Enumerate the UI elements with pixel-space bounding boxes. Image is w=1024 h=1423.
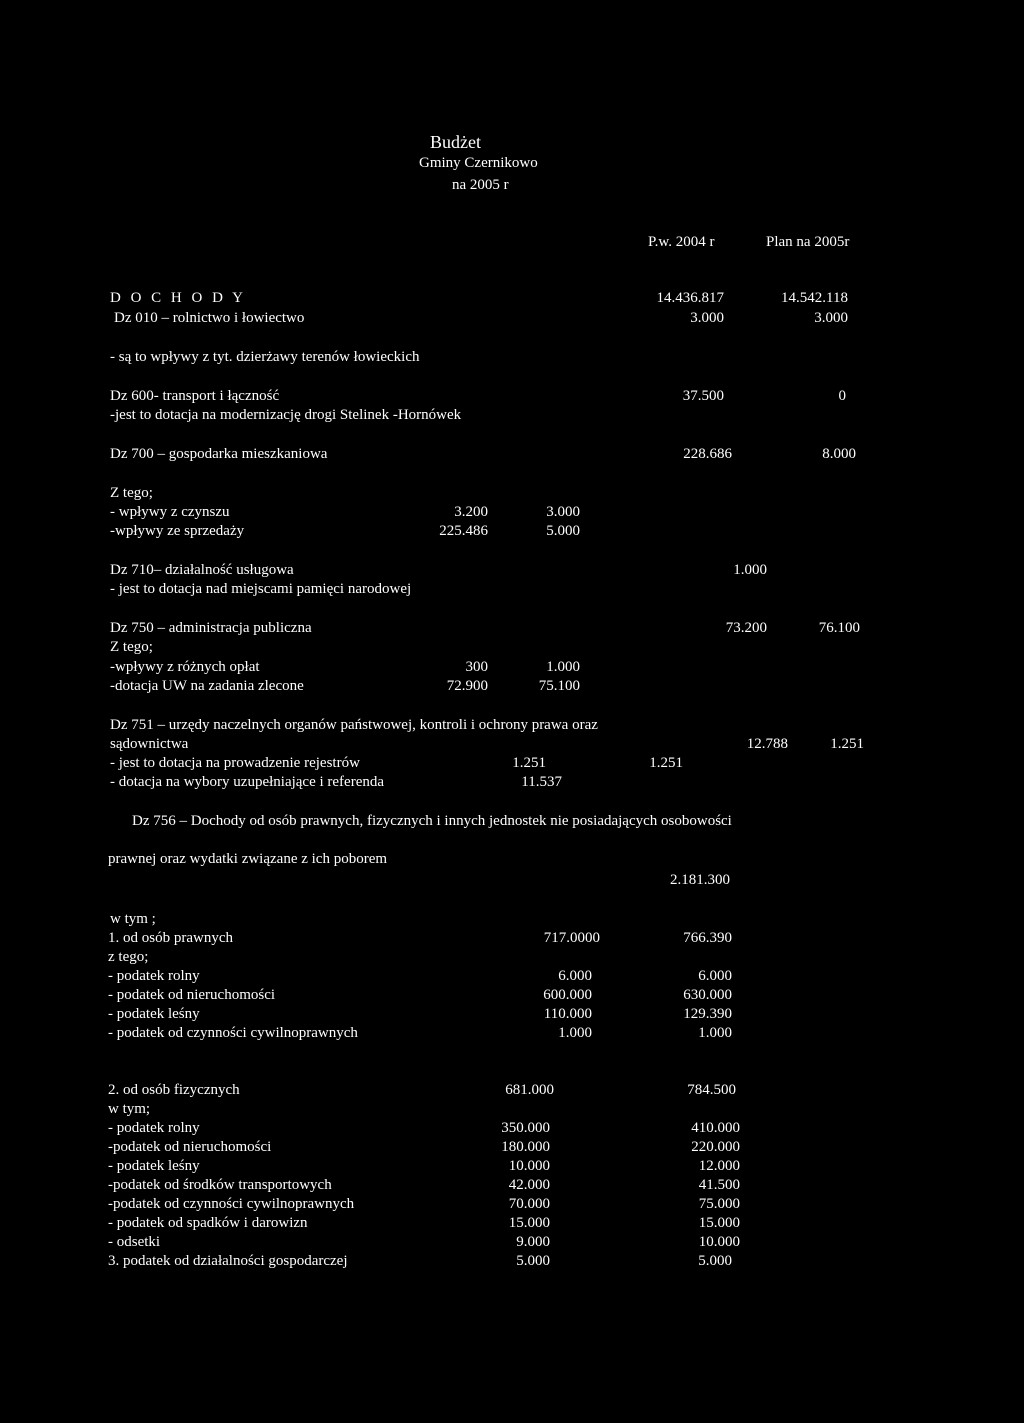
- fizyczne-item-label: -podatek od środków transportowych: [108, 1177, 332, 1193]
- dz700-label: Dz 700 – gospodarka mieszkaniowa: [110, 446, 328, 462]
- prawne-item-plan: 6.000: [698, 968, 732, 984]
- fizyczne-label: 2. od osób fizycznych: [108, 1082, 240, 1098]
- document-year: na 2005 r: [452, 177, 509, 193]
- dz750-item-prev: 72.900: [446, 678, 488, 694]
- prawne-item-prev: 1.000: [558, 1025, 592, 1041]
- fizyczne-item-plan: 12.000: [698, 1158, 740, 1174]
- dz751-item-label: - jest to dotacja na prowadzenie rejestrów: [110, 755, 360, 771]
- dz756-wtym: w tym ;: [110, 911, 156, 927]
- fizyczne-item-plan: 5.000: [698, 1253, 732, 1269]
- fizyczne-item-prev: 15.000: [508, 1215, 550, 1231]
- dz600-note: -jest to dotacja na modernizację drogi Stelinek -Hornówek: [110, 407, 462, 423]
- prawne-item-prev: 6.000: [558, 968, 592, 984]
- dz751-plan: 1.251: [830, 736, 864, 752]
- dz700-plan: 8.000: [822, 446, 856, 462]
- dz751-item-prev: 1.251: [512, 755, 546, 771]
- fizyczne-item-label: - odsetki: [108, 1234, 161, 1250]
- fizyczne-item-prev: 70.000: [508, 1196, 550, 1212]
- fizyczne-item-label: -podatek od nieruchomości: [108, 1139, 272, 1155]
- fizyczne-item-prev: 180.000: [501, 1139, 550, 1155]
- column-header-prev: P.w. 2004 r: [648, 234, 715, 250]
- fizyczne-item-label: - podatek od spadków i darowizn: [108, 1215, 308, 1231]
- prawne-item-label: - podatek leśny: [108, 1006, 200, 1022]
- dz700-item-label: -wpływy ze sprzedaży: [110, 523, 245, 539]
- dz750-item-plan: 75.100: [538, 678, 580, 694]
- fizyczne-item-plan: 220.000: [691, 1139, 740, 1155]
- dz750-item-label: -wpływy z różnych opłat: [110, 659, 260, 675]
- column-header-plan: Plan na 2005r: [766, 234, 850, 250]
- dz010-prev: 3.000: [690, 310, 724, 326]
- dz750-plan: 76.100: [818, 620, 860, 636]
- dz700-item-plan: 5.000: [546, 523, 580, 539]
- fizyczne-item-label: 3. podatek od działalności gospodarczej: [108, 1253, 348, 1269]
- prawne-prev: 717.0000: [543, 930, 600, 946]
- dz756-label-line1: Dz 756 – Dochody od osób prawnych, fizycznych i innych jednostek nie posiadających osobowości: [132, 813, 732, 829]
- dz751-item-prev: 11.537: [521, 774, 562, 790]
- fizyczne-item-prev: 10.000: [508, 1158, 550, 1174]
- prawne-plan: 766.390: [683, 930, 732, 946]
- dz750-prev: 73.200: [725, 620, 767, 636]
- prawne-item-label: - podatek od nieruchomości: [108, 987, 276, 1003]
- fizyczne-item-label: - podatek rolny: [108, 1120, 200, 1136]
- dz751-label-line2: sądownictwa: [110, 736, 189, 752]
- dochody-label: D O C H O D Y: [110, 290, 246, 306]
- dz756-total: 2.181.300: [670, 872, 730, 888]
- fizyczne-item-prev: 9.000: [516, 1234, 550, 1250]
- dz750-item-prev: 300: [465, 659, 488, 675]
- fizyczne-prev: 681.000: [505, 1082, 554, 1098]
- dz600-prev: 37.500: [682, 388, 724, 404]
- fizyczne-item-prev: 42.000: [508, 1177, 550, 1193]
- dz700-item-plan: 3.000: [546, 504, 580, 520]
- prawne-item-plan: 129.390: [683, 1006, 732, 1022]
- dz710-note: - jest to dotacja nad miejscami pamięci narodowej: [110, 581, 412, 597]
- prawne-item-prev: 110.000: [543, 1006, 592, 1022]
- fizyczne-item-plan: 410.000: [691, 1120, 740, 1136]
- dz700-item-prev: 225.486: [439, 523, 488, 539]
- prawne-item-label: - podatek rolny: [108, 968, 200, 984]
- fizyczne-item-prev: 350.000: [501, 1120, 550, 1136]
- prawne-label: 1. od osób prawnych: [108, 930, 233, 946]
- dz700-ztego: Z tego;: [110, 485, 153, 501]
- document-subtitle: Gminy Czernikowo: [419, 155, 538, 171]
- dz710-value: 1.000: [733, 562, 767, 578]
- dz750-item-label: -dotacja UW na zadania zlecone: [110, 678, 304, 694]
- document-title: Budżet: [430, 132, 481, 152]
- dz700-item-prev: 3.200: [454, 504, 488, 520]
- dz600-plan: 0: [838, 388, 846, 404]
- dz710-label: Dz 710– działalność usługowa: [110, 562, 294, 578]
- dz010-label: Dz 010 – rolnictwo i łowiectwo: [114, 310, 305, 326]
- fizyczne-item-plan: 41.500: [698, 1177, 740, 1193]
- dz751-label-line1: Dz 751 – urzędy naczelnych organów państwowej, kontroli i ochrony prawa oraz: [110, 717, 598, 733]
- fizyczne-item-plan: 75.000: [698, 1196, 740, 1212]
- dz750-ztego: Z tego;: [110, 639, 153, 655]
- fizyczne-item-plan: 15.000: [698, 1215, 740, 1231]
- prawne-item-prev: 600.000: [543, 987, 592, 1003]
- dz750-label: Dz 750 – administracja publiczna: [110, 620, 312, 636]
- dz751-prev: 12.788: [746, 736, 788, 752]
- dz751-item-plan: 1.251: [649, 755, 683, 771]
- prawne-ztego: z tego;: [108, 949, 149, 965]
- prawne-item-label: - podatek od czynności cywilnoprawnych: [108, 1025, 358, 1041]
- dochody-plan: 14.542.118: [781, 290, 848, 306]
- dz600-label: Dz 600- transport i łączność: [110, 388, 280, 404]
- dz700-prev: 228.686: [683, 446, 732, 462]
- dz756-label-line2: prawnej oraz wydatki związane z ich poborem: [108, 851, 388, 867]
- prawne-item-plan: 1.000: [698, 1025, 732, 1041]
- fizyczne-item-plan: 10.000: [698, 1234, 740, 1250]
- fizyczne-item-prev: 5.000: [516, 1253, 550, 1269]
- dochody-prev: 14.436.817: [656, 290, 724, 306]
- dz751-item-label: - dotacja na wybory uzupełniające i referenda: [110, 774, 385, 790]
- dz010-plan: 3.000: [814, 310, 848, 326]
- dz010-note: - są to wpływy z tyt. dzierżawy terenów łowieckich: [110, 349, 420, 365]
- dz750-item-plan: 1.000: [546, 659, 580, 675]
- fizyczne-item-label: - podatek leśny: [108, 1158, 200, 1174]
- fizyczne-plan: 784.500: [687, 1082, 736, 1098]
- prawne-item-plan: 630.000: [683, 987, 732, 1003]
- dz700-item-label: - wpływy z czynszu: [110, 504, 230, 520]
- fizyczne-item-label: -podatek od czynności cywilnoprawnych: [108, 1196, 355, 1212]
- fizyczne-wtym: w tym;: [108, 1101, 151, 1117]
